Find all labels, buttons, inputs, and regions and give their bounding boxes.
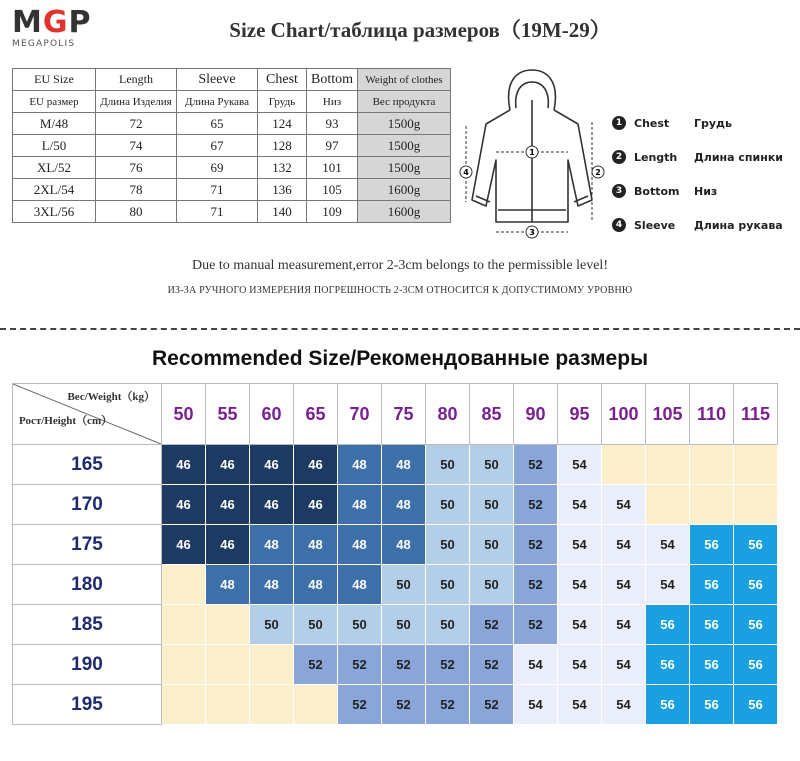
height-cell: 185 [13,605,162,645]
size-cell: 50 [426,485,470,525]
header-cell: Length [96,69,177,91]
height-cell: 195 [13,685,162,725]
sketch-label: 2 [595,168,601,177]
height-axis-label: Рост/Height（cm） [19,415,113,427]
size-cell: 48 [338,445,382,485]
size-cell: 48 [382,525,426,565]
table-cell: 1600g [358,201,451,223]
weight-header-cell: 95 [558,384,602,445]
table-cell: 71 [177,179,258,201]
size-cell: 56 [690,645,734,685]
size-cell: 48 [338,485,382,525]
sketch-label: 3 [529,228,535,237]
legend-label-ru: Длина рукава [694,218,783,232]
size-cell [602,445,646,485]
weight-header-cell: 80 [426,384,470,445]
table-row [13,201,451,223]
table-cell: 1500g [358,113,451,135]
size-cell [646,485,690,525]
size-cell [250,645,294,685]
size-cell: 52 [514,565,558,605]
table-cell: 136 [258,179,307,201]
header-cell: Weight of clothes [358,69,451,91]
size-cell: 46 [250,485,294,525]
sketch-label: 1 [529,148,535,157]
table-cell: 67 [177,135,258,157]
weight-header-cell: 50 [162,384,206,445]
size-cell: 52 [338,645,382,685]
size-cell: 50 [382,565,426,605]
size-cell: 46 [294,445,338,485]
header-cell: Грудь [258,91,307,113]
size-cell: 52 [426,685,470,725]
header-cell: Sleeve [177,69,258,91]
size-cell [206,605,250,645]
legend-item [612,208,783,242]
corner-cell [13,384,162,445]
size-cell: 48 [294,525,338,565]
size-cell [162,685,206,725]
legend-number: 2 [612,150,626,164]
size-cell: 48 [250,525,294,565]
table-cell: 97 [307,135,358,157]
size-cell: 50 [426,565,470,605]
size-cell: 48 [382,445,426,485]
table-cell: 65 [177,113,258,135]
legend-item [612,106,783,140]
weight-header-cell: 75 [382,384,426,445]
measurement-note-en: Due to manual measurement,error 2-3cm belongs to the permissible level! [192,258,608,273]
measurement-legend [612,106,783,242]
size-cell: 56 [734,565,778,605]
size-cell: 56 [690,605,734,645]
size-cell: 52 [514,445,558,485]
table-cell: 3XL/56 [13,201,96,223]
legend-item [612,140,783,174]
size-cell: 48 [382,485,426,525]
size-cell: 54 [602,605,646,645]
table-cell: 78 [96,179,177,201]
size-cell [162,645,206,685]
table-cell: 93 [307,113,358,135]
size-cell: 50 [470,485,514,525]
table-row [13,685,778,725]
size-cell [690,445,734,485]
table-row [13,135,451,157]
size-cell: 56 [690,685,734,725]
size-cell: 48 [338,565,382,605]
table-cell: 140 [258,201,307,223]
size-cell: 46 [206,485,250,525]
table-cell: 69 [177,157,258,179]
table-cell: 80 [96,201,177,223]
size-cell [734,445,778,485]
header-cell: Низ [307,91,358,113]
size-cell: 50 [426,445,470,485]
table-row [13,179,451,201]
size-cell: 54 [558,485,602,525]
recommended-size-table [12,383,778,725]
table-cell: 76 [96,157,177,179]
table-row [13,113,451,135]
logo-mark: MGP [12,5,92,40]
header-cell: EU Size [13,69,96,91]
size-cell: 48 [338,525,382,565]
legend-label-ru: Низ [694,184,718,198]
table-cell: 74 [96,135,177,157]
header-cell: Вес продукта [358,91,451,113]
size-cell: 56 [734,605,778,645]
size-cell: 54 [646,565,690,605]
size-cell: 52 [338,685,382,725]
size-cell: 56 [690,525,734,565]
section-divider [0,328,800,330]
size-cell: 52 [382,685,426,725]
header-cell: Длина Изделия [96,91,177,113]
table-cell: 1500g [358,135,451,157]
size-cell: 54 [646,525,690,565]
size-cell: 56 [646,605,690,645]
weight-header-cell: 65 [294,384,338,445]
weight-header-cell: 55 [206,384,250,445]
size-cell: 50 [470,565,514,605]
legend-label-en: Length [634,150,678,164]
size-cell: 56 [734,645,778,685]
height-cell: 175 [13,525,162,565]
size-cell [646,445,690,485]
table-row [13,565,778,605]
height-cell: 190 [13,645,162,685]
weight-header-cell: 105 [646,384,690,445]
size-cell: 54 [602,485,646,525]
size-cell: 54 [602,565,646,605]
header-cell: Bottom [307,69,358,91]
brand-logo [12,5,102,50]
legend-number: 1 [612,116,626,130]
table-cell: M/48 [13,113,96,135]
recommended-title: Recommended Size/Рекомендованные размеры [151,347,648,370]
measurement-note-ru: ИЗ-ЗА РУЧНОГО ИЗМЕРЕНИЯ ПОГРЕШНОСТЬ 2-3СМ ОТНОСИТСЯ К ДОПУСТИМОМУ УРОВНЮ [167,285,633,296]
size-cell: 54 [558,605,602,645]
size-cell: 54 [558,685,602,725]
table-cell: 124 [258,113,307,135]
size-cell: 56 [734,525,778,565]
table-cell: 2XL/54 [13,179,96,201]
size-cell: 46 [162,525,206,565]
size-cell: 52 [294,645,338,685]
size-cell: 50 [426,525,470,565]
size-cell: 50 [426,605,470,645]
size-cell [162,605,206,645]
table-row [13,157,451,179]
size-cell: 46 [250,445,294,485]
size-cell: 56 [646,685,690,725]
table-cell: 1500g [358,157,451,179]
weight-axis-label: Вес/Weight（kg） [67,391,155,403]
weight-header-cell: 70 [338,384,382,445]
size-cell: 52 [470,605,514,645]
size-cell: 48 [206,565,250,605]
table-cell: 128 [258,135,307,157]
size-cell: 54 [558,645,602,685]
table-cell: 72 [96,113,177,135]
size-cell [294,685,338,725]
weight-header-cell: 110 [690,384,734,445]
table-row [13,445,778,485]
legend-label-en: Sleeve [634,218,676,232]
size-cell: 54 [602,685,646,725]
legend-label-en: Chest [634,116,670,130]
weight-header-cell: 85 [470,384,514,445]
size-header-en [13,69,451,91]
table-cell: 101 [307,157,358,179]
table-row [13,645,778,685]
page-title: Size Chart/таблица размеров（19M-29） [229,18,611,42]
table-row [13,525,778,565]
size-cell: 50 [338,605,382,645]
header-cell: Chest [258,69,307,91]
size-cell: 52 [514,485,558,525]
size-cell: 50 [382,605,426,645]
sketch-label: 4 [463,168,469,177]
size-cell: 50 [470,445,514,485]
size-cell: 46 [162,485,206,525]
size-cell: 54 [558,445,602,485]
size-cell: 46 [206,445,250,485]
legend-number: 3 [612,184,626,198]
size-cell [690,485,734,525]
size-cell [250,685,294,725]
size-cell: 56 [690,565,734,605]
size-cell: 46 [162,445,206,485]
legend-label-ru: Длина спинки [694,150,784,164]
size-cell [206,685,250,725]
size-cell: 52 [426,645,470,685]
size-cell: 56 [646,645,690,685]
size-cell: 50 [470,525,514,565]
hoodie-sketch [452,60,612,240]
height-cell: 180 [13,565,162,605]
size-cell: 52 [514,525,558,565]
size-cell: 54 [602,645,646,685]
legend-item [612,174,783,208]
size-cell: 54 [514,645,558,685]
size-cell: 52 [382,645,426,685]
weight-header-cell: 60 [250,384,294,445]
weight-header-cell: 90 [514,384,558,445]
weight-header-row [13,384,778,445]
legend-number: 4 [612,218,626,232]
weight-header-cell: 115 [734,384,778,445]
size-cell: 54 [558,565,602,605]
table-cell: L/50 [13,135,96,157]
size-cell: 50 [250,605,294,645]
table-cell: 1600g [358,179,451,201]
size-cell: 54 [602,525,646,565]
table-cell: 71 [177,201,258,223]
size-cell: 48 [294,565,338,605]
size-header-ru [13,91,451,113]
table-cell: 132 [258,157,307,179]
legend-label-en: Bottom [634,184,680,198]
table-row [13,485,778,525]
height-cell: 165 [13,445,162,485]
table-cell: 109 [307,201,358,223]
logo-subtitle: MEGAPOLIS [12,39,76,49]
size-cell: 50 [294,605,338,645]
legend-label-ru: Грудь [694,116,732,130]
header-cell: EU размер [13,91,96,113]
table-cell: 105 [307,179,358,201]
weight-header-cell: 100 [602,384,646,445]
size-cell: 52 [470,645,514,685]
table-row [13,605,778,645]
size-cell [734,485,778,525]
size-cell: 54 [558,525,602,565]
size-cell: 46 [294,485,338,525]
size-cell: 56 [734,685,778,725]
size-cell [162,565,206,605]
size-cell: 52 [514,605,558,645]
size-chart-table [12,68,451,223]
size-cell: 46 [206,525,250,565]
table-cell: XL/52 [13,157,96,179]
size-cell [206,645,250,685]
header-cell: Длина Рукава [177,91,258,113]
size-cell: 54 [514,685,558,725]
size-cell: 48 [250,565,294,605]
size-cell: 52 [470,685,514,725]
height-cell: 170 [13,485,162,525]
